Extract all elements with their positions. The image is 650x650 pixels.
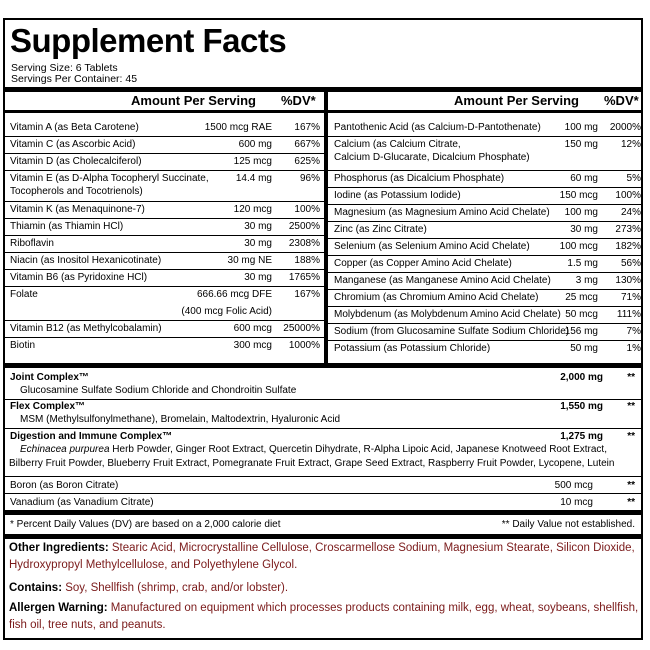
blend-desc-italic: Echinacea purpurea <box>20 444 110 455</box>
mineral-dv: ** <box>627 497 635 508</box>
nutrient-amount: 1500 mcg RAE <box>204 122 272 133</box>
top-rule <box>5 87 641 92</box>
other-ingredients-text-1: Stearic Acid, Microcrystalline Cellulose, Croscarmellose Sodium, Magnesium Stearate, Silicon Dioxide, <box>108 542 635 554</box>
nutrient-name: Calcium (as Calcium Citrate, <box>334 139 461 150</box>
nutrient-amount: 150 mg <box>564 139 598 150</box>
nutrient-name: Vitamin C (as Ascorbic Acid) <box>10 139 136 150</box>
allergen-warning <box>9 601 638 615</box>
nutrient-amount: 150 mcg <box>559 190 598 201</box>
nutrient-name: Chromium (as Chromium Amino Acid Chelate) <box>334 292 539 303</box>
nutrient-amount: 30 mg <box>244 238 272 249</box>
mineral-dv: ** <box>627 480 635 491</box>
row-rule <box>328 136 641 137</box>
row-rule <box>5 136 324 137</box>
row-rule <box>5 153 324 154</box>
row-rule <box>5 235 324 236</box>
footnote-not-established: ** Daily Value not established. <box>501 519 635 530</box>
blend-dv: ** <box>627 401 635 412</box>
mineral-amount: 10 mcg <box>560 497 593 508</box>
right-amount-header: Amount Per Serving <box>454 93 579 108</box>
row-rule <box>328 340 641 341</box>
nutrient-dv: 167% <box>294 289 320 300</box>
nutrient-name: Vitamin D (as Cholecalciferol) <box>10 156 142 167</box>
supplement-facts-label <box>3 18 643 640</box>
nutrient-amount-note: (400 mcg Folic Acid) <box>181 306 272 317</box>
nutrient-dv: 56% <box>620 258 641 269</box>
nutrient-dv: 1000% <box>288 340 320 351</box>
contains-text: Soy, Shellfish (shrimp, crab, and/or lobster). <box>62 582 289 594</box>
nutrient-amount: 125 mcg <box>233 156 272 167</box>
row-rule <box>328 323 641 324</box>
nutrient-name: Copper (as Copper Amino Acid Chelate) <box>334 258 512 269</box>
nutrient-name: Vitamin E (as D-Alpha Tocopheryl Succinate, <box>10 173 209 184</box>
nutrient-dv: 1765% <box>288 272 320 283</box>
nutrient-amount: 1.5 mg <box>567 258 598 269</box>
nutrient-amount: 30 mg NE <box>227 255 272 266</box>
footnote-rule <box>5 510 641 515</box>
nutrient-name: Pantothenic Acid (as Calcium-D-Pantothenate) <box>334 122 541 133</box>
mineral-name: Boron (as Boron Citrate) <box>10 480 119 491</box>
row-rule <box>5 218 324 219</box>
row-rule <box>5 269 324 270</box>
nutrient-amount: 120 mcg <box>233 204 272 215</box>
nutrient-dv: 273% <box>615 224 641 235</box>
blend-amount: 2,000 mg <box>560 372 603 383</box>
blend-top-rule <box>5 363 641 368</box>
left-dv-header: %DV* <box>281 93 316 108</box>
nutrient-name: Sodium (from Glucosamine Sulfate Sodium Chloride) <box>334 326 570 337</box>
mineral-name: Vanadium (as Vanadium Citrate) <box>10 497 154 508</box>
row-rule <box>328 170 641 171</box>
nutrient-dv: 5% <box>626 173 641 184</box>
nutrient-name-cont: Calcium D-Glucarate, Dicalcium Phosphate) <box>334 152 530 163</box>
nutrient-dv: 100% <box>294 204 320 215</box>
nutrient-name: Riboflavin <box>10 238 54 249</box>
row-rule <box>5 286 324 287</box>
label-title: Supplement Facts <box>10 22 287 59</box>
nutrient-dv: 188% <box>294 255 320 266</box>
row-rule <box>328 187 641 188</box>
nutrient-amount: 100 mcg <box>559 241 598 252</box>
nutrient-name: Biotin <box>10 340 36 351</box>
blend-amount: 1,275 mg <box>560 431 603 442</box>
serving-size: Serving Size: 6 Tablets <box>11 62 118 74</box>
row-rule <box>5 252 324 253</box>
nutrient-name: Vitamin A (as Beta Carotene) <box>10 122 139 133</box>
nutrient-dv: 625% <box>294 156 320 167</box>
nutrient-amount: 25 mcg <box>565 292 598 303</box>
nutrient-name: Folate <box>10 289 38 300</box>
nutrient-amount: 600 mg <box>238 139 272 150</box>
nutrient-amount: 60 mg <box>570 173 598 184</box>
blend-rule <box>5 476 641 477</box>
nutrient-amount: 14.4 mg <box>235 173 272 184</box>
nutrient-amount: 666.66 mcg DFE <box>196 289 272 300</box>
nutrient-amount: 50 mg <box>570 343 598 354</box>
blend-rule <box>5 399 641 400</box>
nutrient-amount: 30 mg <box>244 221 272 232</box>
row-rule <box>5 337 324 338</box>
nutrient-name: Phosphorus (as Dicalcium Phosphate) <box>334 173 505 184</box>
nutrient-dv: 25000% <box>283 323 320 334</box>
nutrient-dv: 100% <box>615 190 641 201</box>
other-ingredients-text-2: Hydroxypropyl Methylcellulose, and Polyethylene Glycol. <box>9 559 298 571</box>
row-rule <box>328 272 641 273</box>
nutrient-name: Vitamin B6 (as Pyridoxine HCl) <box>10 272 148 283</box>
blend-description: MSM (Methylsulfonylmethane), Bromelain, Maltodextrin, Hyaluronic Acid <box>20 414 341 425</box>
nutrient-dv: 111% <box>616 309 641 320</box>
nutrient-dv: 7% <box>626 326 641 337</box>
nutrient-amount: 3 mg <box>575 275 598 286</box>
nutrient-amount: 300 mcg <box>233 340 272 351</box>
nutrient-dv: 12% <box>620 139 641 150</box>
nutrient-dv: 167% <box>294 122 320 133</box>
nutrient-name: Niacin (as Inositol Hexanicotinate) <box>10 255 162 266</box>
blend-description <box>20 444 607 456</box>
nutrient-amount: 100 mg <box>564 122 598 133</box>
blend-name: Digestion and Immune Complex™ <box>10 431 173 442</box>
mineral-amount: 500 mcg <box>554 480 593 491</box>
left-amount-header: Amount Per Serving <box>131 93 256 108</box>
contains-label: Contains: <box>9 582 63 594</box>
blend-name: Joint Complex™ <box>10 372 89 383</box>
nutrient-dv: 2000% <box>609 122 641 133</box>
nutrient-dv: 71% <box>620 292 641 303</box>
nutrient-amount: 30 mg <box>570 224 598 235</box>
nutrient-name: Magnesium (as Magnesium Amino Acid Chelate) <box>334 207 550 218</box>
row-rule <box>5 170 324 171</box>
nutrient-name: Vitamin K (as Menaquinone-7) <box>10 204 145 215</box>
nutrient-name: Selenium (as Selenium Amino Acid Chelate) <box>334 241 530 252</box>
header-rule <box>5 110 641 113</box>
nutrient-name: Iodine (as Potassium Iodide) <box>334 190 461 201</box>
nutrient-name-cont: Tocopherols and Tocotrienols) <box>10 186 143 197</box>
blend-dv: ** <box>627 372 635 383</box>
nutrient-dv: 96% <box>299 173 320 184</box>
nutrient-amount: 600 mcg <box>233 323 272 334</box>
blend-amount: 1,550 mg <box>560 401 603 412</box>
right-dv-header: %DV* <box>604 93 639 108</box>
row-rule <box>5 201 324 202</box>
allergen-label: Allergen Warning: <box>9 602 108 614</box>
row-rule <box>328 238 641 239</box>
blend-rule <box>5 493 641 494</box>
blend-description: Glucosamine Sulfate Sodium Chloride and Chondroitin Sulfate <box>20 385 297 396</box>
footnote-dv: * Percent Daily Values (DV) are based on a 2,000 calorie diet <box>10 519 281 530</box>
row-rule <box>328 289 641 290</box>
nutrient-name: Thiamin (as Thiamin HCl) <box>10 221 124 232</box>
blend-name: Flex Complex™ <box>10 401 86 412</box>
allergen-text-2: fish oil, tree nuts, and peanuts. <box>9 619 166 631</box>
blend-description-cont: Bilberry Fruit Powder, Blueberry Fruit Extract, Pomegranate Fruit Extract, Grape Seed Extract, Raspberry Fruit Powder, Lycopene, Lutein <box>9 458 615 469</box>
contains <box>9 581 288 595</box>
ingredients-rule <box>5 534 641 539</box>
row-rule <box>328 221 641 222</box>
row-rule <box>328 255 641 256</box>
nutrient-dv: 1% <box>626 343 641 354</box>
blend-desc-text: Herb Powder, Ginger Root Extract, Quercetin Dihydrate, R-Alpha Lipoic Acid, Japanese Knotweed Root Extract, <box>109 444 607 455</box>
nutrient-name: Potassium (as Potassium Chloride) <box>334 343 491 354</box>
blend-dv: ** <box>627 431 635 442</box>
blend-rule <box>5 428 641 429</box>
nutrient-amount: 30 mg <box>244 272 272 283</box>
row-rule <box>328 306 641 307</box>
nutrient-name: Molybdenum (as Molybdenum Amino Acid Chelate) <box>334 309 561 320</box>
nutrient-dv: 667% <box>294 139 320 150</box>
other-ingredients <box>9 541 635 555</box>
nutrient-dv: 24% <box>620 207 641 218</box>
nutrient-dv: 2500% <box>288 221 320 232</box>
servings-per-container: Servings Per Container: 45 <box>11 73 138 85</box>
nutrient-dv: 182% <box>615 241 641 252</box>
nutrient-name: Manganese (as Manganese Amino Acid Chelate) <box>334 275 551 286</box>
nutrient-dv: 130% <box>615 275 641 286</box>
row-rule <box>328 204 641 205</box>
nutrient-amount: 50 mcg <box>565 309 598 320</box>
nutrient-name: Vitamin B12 (as Methylcobalamin) <box>10 323 162 334</box>
other-ingredients-label: Other Ingredients: <box>9 542 109 554</box>
row-rule <box>5 320 324 321</box>
nutrient-name: Zinc (as Zinc Citrate) <box>334 224 427 235</box>
allergen-text-1: Manufactured on equipment which processes products containing milk, egg, wheat, soybeans, shellfish, <box>107 602 639 614</box>
nutrient-amount: 100 mg <box>564 207 598 218</box>
nutrient-amount: 156 mg <box>564 326 598 337</box>
nutrient-dv: 2308% <box>288 238 320 249</box>
